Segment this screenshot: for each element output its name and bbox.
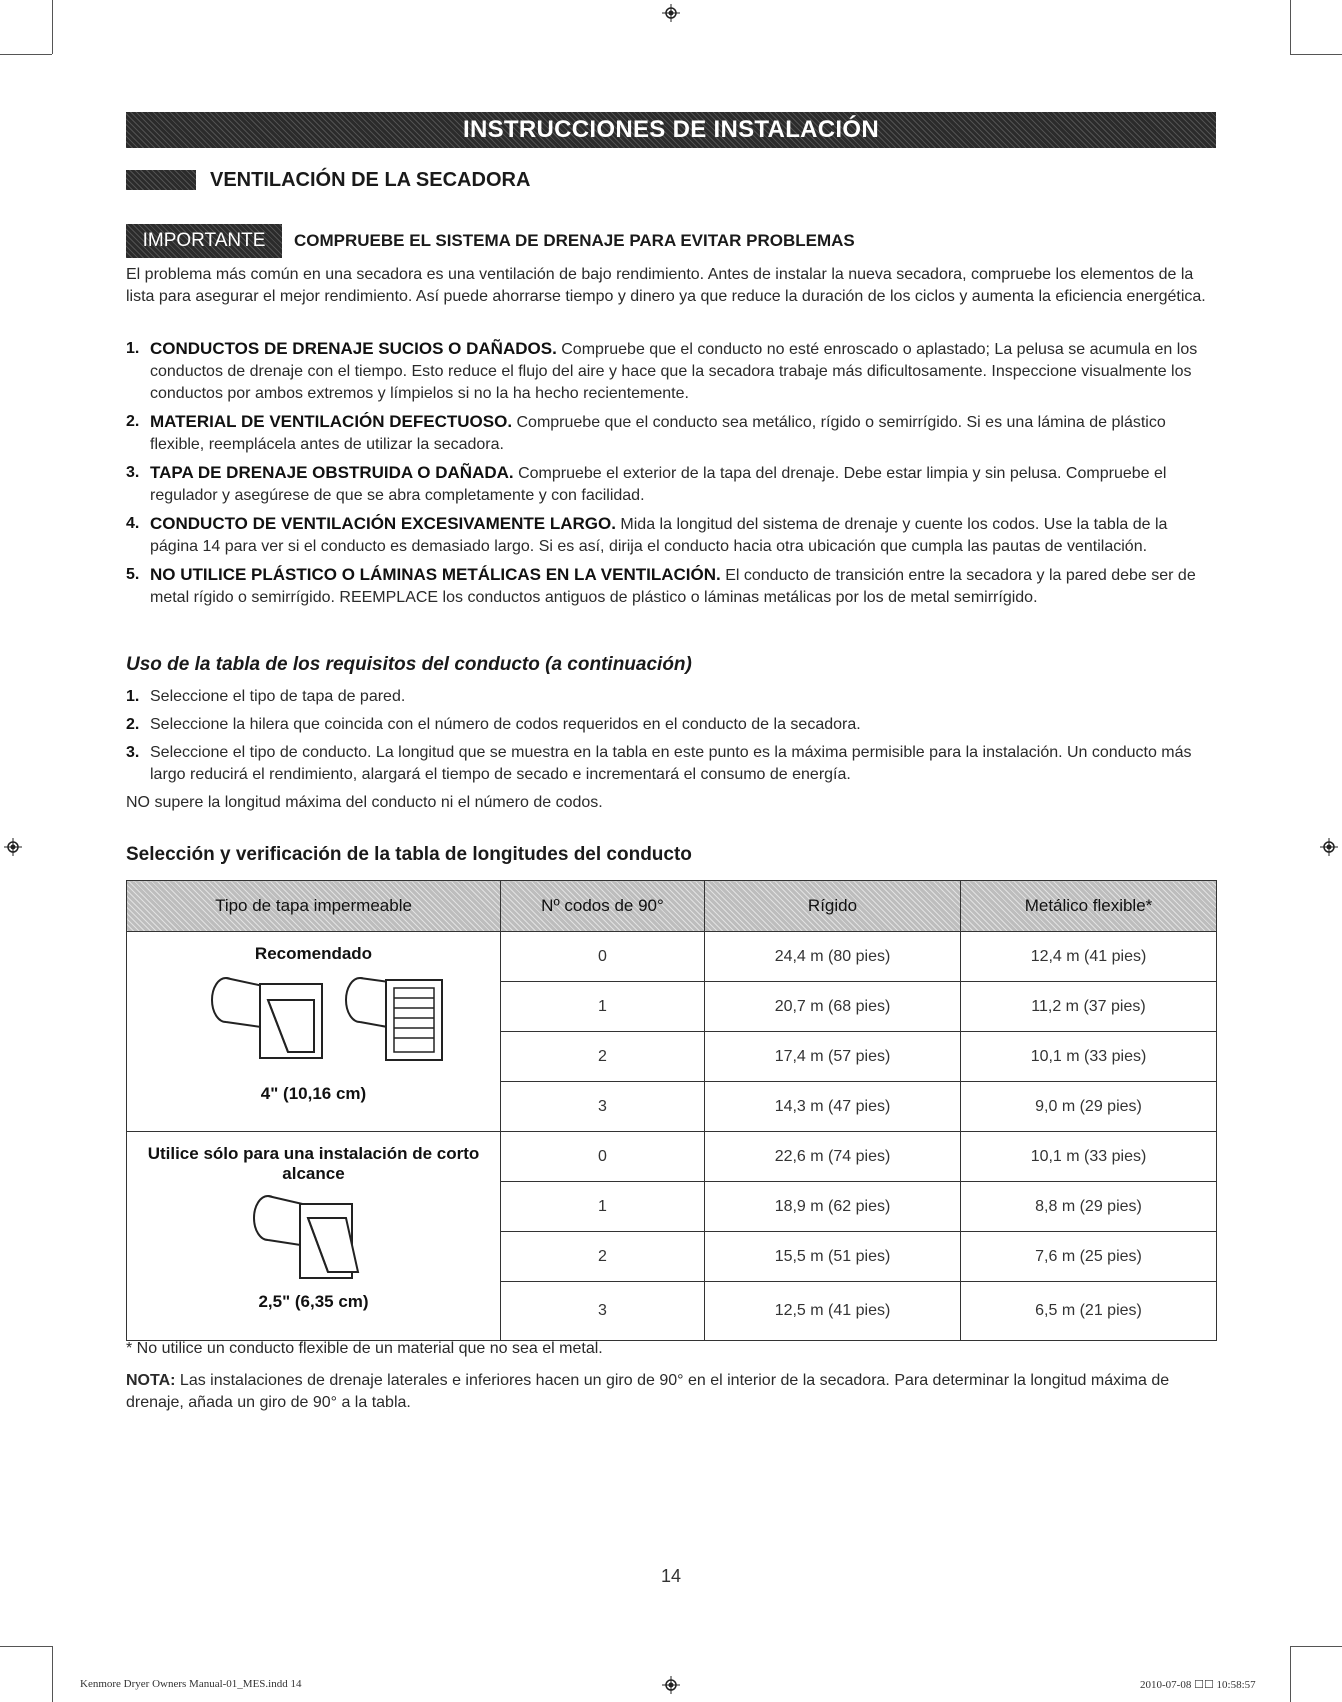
table-footnote: * No utilice un conducto flexible de un material que no sea el metal. — [126, 1340, 603, 1357]
item-lead: TAPA DE DRENAJE OBSTRUIDA O DAÑADA. — [150, 463, 514, 482]
section-title: VENTILACIÓN DE LA SECADORA — [210, 168, 531, 191]
elbows-cell: 1 — [501, 982, 705, 1032]
checklist-item — [126, 338, 1216, 405]
usage-heading: Uso de la tabla de los requisitos del conducto (a continuación) — [126, 654, 692, 675]
print-timestamp: 2010-07-08 ☐☐ 10:58:57 — [1140, 1679, 1256, 1691]
item-text: Compruebe que el conducto sea metálico, rígido o semirrígido. Si es una lámina de plástico flexible, reemplácela antes de utilizar la secadora. — [150, 414, 1166, 453]
table-row — [127, 932, 1217, 982]
item-number: 1. — [126, 340, 140, 357]
step-text: Seleccione el tipo de tapa de pared. — [150, 688, 406, 705]
usage-step — [126, 714, 1216, 736]
important-badge: IMPORTANTE — [126, 224, 282, 258]
checklist-item — [126, 564, 1216, 609]
nota-text: Las instalaciones de drenaje laterales e inferiores hacen un giro de 90° en el interior de la secadora. Para determinar la longitud máxima de drenaje, añada un giro de 90° a la tabla. — [126, 1372, 1170, 1411]
checklist-item — [126, 513, 1216, 558]
usage-step — [126, 742, 1216, 786]
usage-steps — [126, 686, 1216, 814]
vent-hood-icon — [164, 970, 464, 1080]
cap-size: 4" (10,16 cm) — [260, 1084, 367, 1103]
nota-paragraph — [126, 1370, 1216, 1414]
table-heading: Selección y verificación de la tabla de longitudes del conducto — [126, 844, 692, 865]
important-notice — [126, 224, 855, 258]
checklist — [126, 338, 1216, 615]
cap-size: 2,5" (6,35 cm) — [258, 1292, 369, 1311]
print-file-info: Kenmore Dryer Owners Manual-01_MES.indd 14 — [80, 1678, 302, 1690]
elbows-cell: 1 — [501, 1182, 705, 1232]
checklist-item — [126, 462, 1216, 507]
section-marker — [126, 170, 196, 190]
item-lead: MATERIAL DE VENTILACIÓN DEFECTUOSO. — [150, 412, 513, 431]
elbows-cell: 2 — [501, 1232, 705, 1282]
section-heading — [126, 168, 530, 192]
flex-cell: 11,2 m (37 pies) — [961, 982, 1217, 1032]
column-header: Rígido — [705, 881, 961, 932]
flex-cell: 12,4 m (41 pies) — [961, 932, 1217, 982]
flex-cell: 8,8 m (29 pies) — [961, 1182, 1217, 1232]
rigid-cell: 17,4 m (57 pies) — [705, 1032, 961, 1082]
rigid-cell: 22,6 m (74 pies) — [705, 1132, 961, 1182]
flex-cell: 9,0 m (29 pies) — [961, 1082, 1217, 1132]
usage-note: NO supere la longitud máxima del conducto ni el número de codos. — [126, 794, 603, 811]
usage-step — [126, 686, 1216, 708]
duct-length-table — [126, 880, 1217, 1341]
important-text: COMPRUEBE EL SISTEMA DE DRENAJE PARA EVITAR PROBLEMAS — [294, 231, 855, 250]
item-number: 2. — [126, 413, 140, 430]
table-header-row — [127, 881, 1217, 932]
vent-cap-cell-short-run — [127, 1132, 501, 1341]
rigid-cell: 20,7 m (68 pies) — [705, 982, 961, 1032]
nota-label: NOTA: — [126, 1372, 176, 1389]
elbows-cell: 2 — [501, 1032, 705, 1082]
column-header: Tipo de tapa impermeable — [127, 881, 501, 932]
rigid-cell: 14,3 m (47 pies) — [705, 1082, 961, 1132]
item-text: Compruebe que el conducto no esté enroscado o aplastado; La pelusa se acumula en los conductos de drenaje con el tiempo. Esto reduce el flujo del aire y hace que la secadora trabaje más dificultosamente. Inspeccione visualmente los conductos por ambos extremos y límpielos si no la ha hecho recientemente. — [150, 341, 1198, 402]
flex-cell: 6,5 m (21 pies) — [961, 1282, 1217, 1341]
flex-cell: 10,1 m (33 pies) — [961, 1132, 1217, 1182]
item-lead: CONDUCTOS DE DRENAJE SUCIOS O DAÑADOS. — [150, 339, 557, 358]
item-text: El conducto de transición entre la secadora y la pared debe ser de metal rígido o semirrígido. REEMPLACE los conductos antiguos de plástico o láminas metálicas por los de metal semirrígido. — [150, 567, 1196, 606]
column-header: Metálico flexible* — [961, 881, 1217, 932]
column-header: Nº codos de 90° — [501, 881, 705, 932]
rigid-cell: 24,4 m (80 pies) — [705, 932, 961, 982]
cap-title: Utilice sólo para una instalación de corto alcance — [147, 1144, 480, 1183]
registration-mark-icon — [662, 1676, 680, 1694]
item-number: 3. — [126, 464, 140, 481]
cap-title: Recomendado — [254, 944, 373, 963]
step-number: 2. — [126, 716, 140, 733]
rigid-cell: 18,9 m (62 pies) — [705, 1182, 961, 1232]
elbows-cell: 0 — [501, 1132, 705, 1182]
vent-hood-small-icon — [234, 1188, 394, 1288]
step-text: Seleccione la hilera que coincida con el número de codos requeridos en el conducto de la secadora. — [150, 716, 861, 733]
table-row — [127, 1132, 1217, 1182]
page-number: 14 — [660, 1566, 682, 1586]
intro-paragraph: El problema más común en una secadora es una ventilación de bajo rendimiento. Antes de instalar la nueva secadora, compruebe los elementos de la lista para asegurar el mejor rendimiento. Así puede ahorrarse tiempo y dinero ya que reduce la duración de los ciclos y aumenta la eficiencia energética. — [126, 266, 1206, 305]
checklist-item — [126, 411, 1216, 456]
item-number: 5. — [126, 566, 140, 583]
page-title: INSTRUCCIONES DE INSTALACIÓN — [126, 112, 1216, 148]
vent-cap-cell-recommended — [127, 932, 501, 1132]
item-text: Mida la longitud del sistema de drenaje y cuente los codos. Use la tabla de la página 14 para ver si el conducto es demasiado largo. Si es así, dirija el conducto hacia otra ubicación que cumpla las pautas de ventilación. — [150, 516, 1168, 555]
item-lead: NO UTILICE PLÁSTICO O LÁMINAS METÁLICAS EN LA VENTILACIÓN. — [150, 565, 721, 584]
step-text: Seleccione el tipo de conducto. La longitud que se muestra en la tabla en este punto es la máxima permisible para la instalación. Un conducto más largo reducirá el rendimiento, alargará el tiempo de secado e incrementará el consumo de energía. — [150, 744, 1192, 783]
elbows-cell: 3 — [501, 1082, 705, 1132]
item-lead: CONDUCTO DE VENTILACIÓN EXCESIVAMENTE LARGO. — [150, 514, 616, 533]
rigid-cell: 12,5 m (41 pies) — [705, 1282, 961, 1341]
step-number: 1. — [126, 688, 140, 705]
elbows-cell: 3 — [501, 1282, 705, 1341]
rigid-cell: 15,5 m (51 pies) — [705, 1232, 961, 1282]
flex-cell: 7,6 m (25 pies) — [961, 1232, 1217, 1282]
step-number: 3. — [126, 744, 140, 761]
item-text: Compruebe el exterior de la tapa del drenaje. Debe estar limpia y sin pelusa. Compruebe el regulador y asegúrese de que se abra completamente y con facilidad. — [150, 465, 1167, 504]
registration-mark-icon — [662, 4, 680, 22]
item-number: 4. — [126, 515, 140, 532]
registration-mark-icon — [4, 838, 22, 856]
flex-cell: 10,1 m (33 pies) — [961, 1032, 1217, 1082]
registration-mark-icon — [1320, 838, 1338, 856]
elbows-cell: 0 — [501, 932, 705, 982]
